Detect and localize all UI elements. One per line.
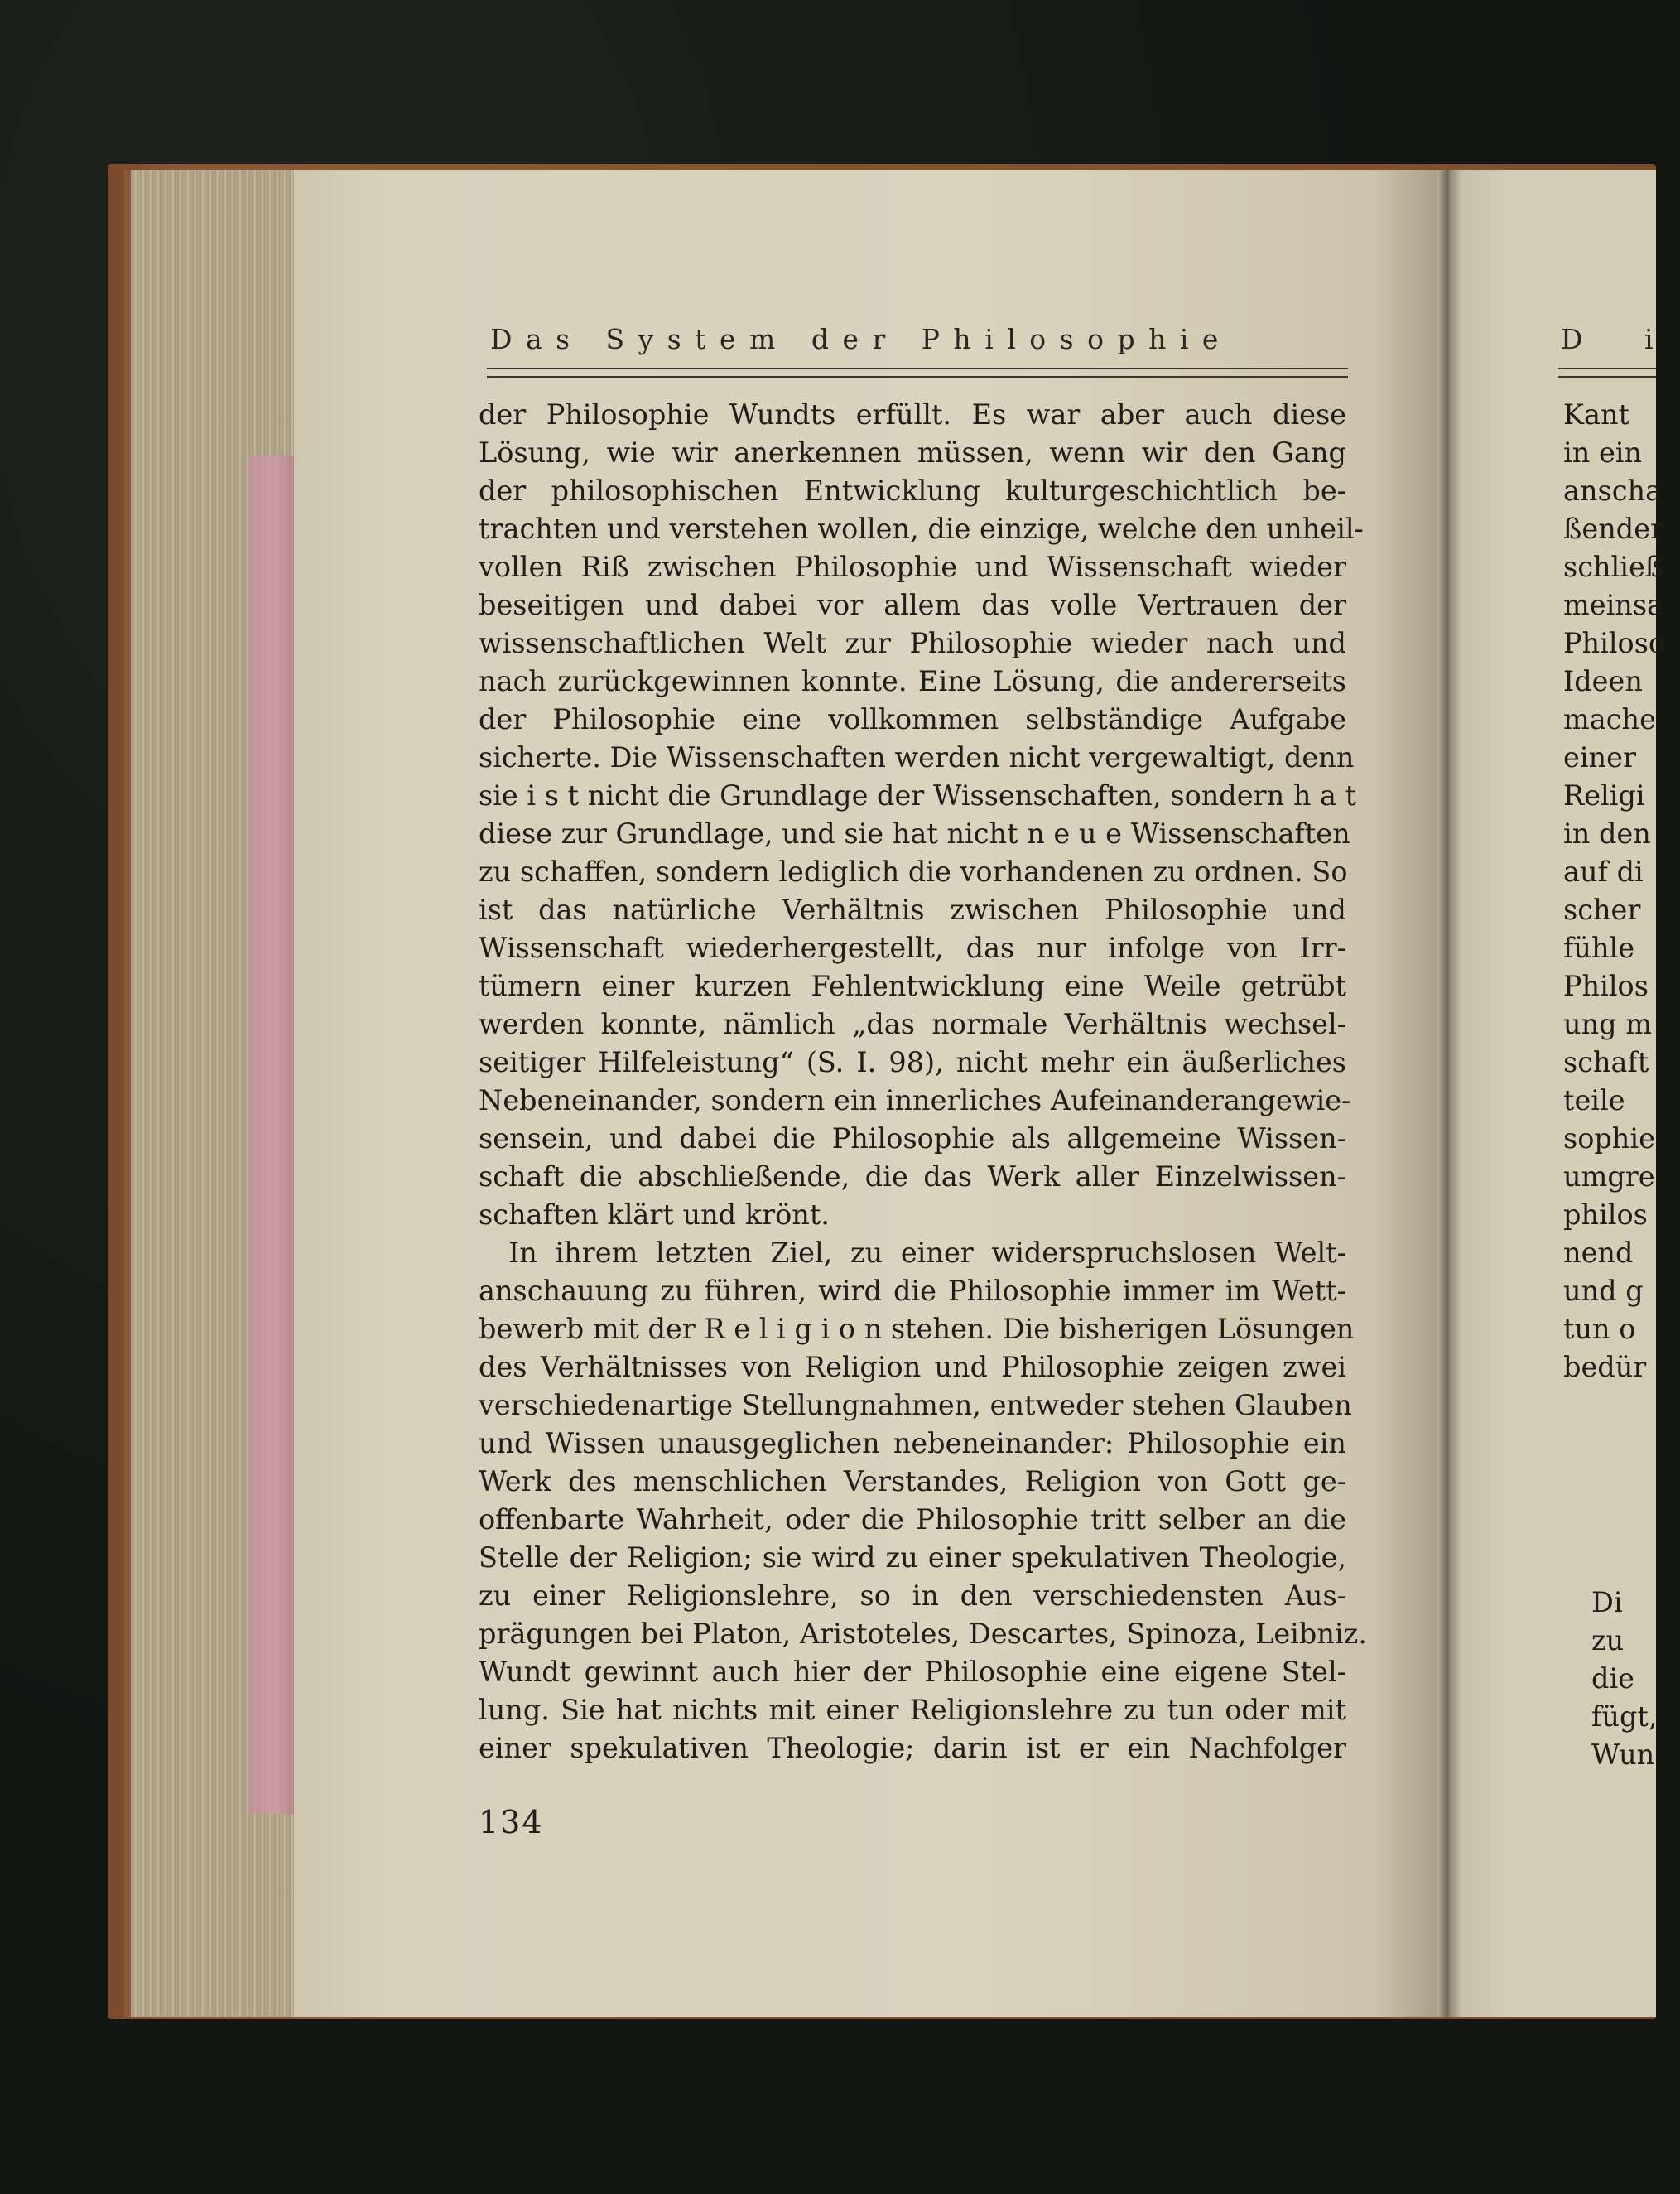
text-line: auf di bbox=[1563, 856, 1644, 888]
text-line: nend bbox=[1563, 1237, 1634, 1269]
text-line: und Wissen unausgeglichen nebeneinander: Philosophie ein bbox=[479, 1427, 1346, 1459]
text-line: Nebeneinander, sondern ein innerliches Aufeinanderangewie- bbox=[479, 1084, 1351, 1116]
text-line: Werk des menschlichen Verstandes, Religion von Gott ge- bbox=[479, 1465, 1346, 1497]
text-line: Lösung, wie wir anerkennen müssen, wenn wir den Gang bbox=[479, 436, 1346, 469]
text-line: ung m bbox=[1563, 1008, 1653, 1040]
text-line: In ihrem letzten Ziel, zu einer widerspruchslosen Welt- bbox=[508, 1237, 1346, 1269]
text-line: anschauung zu führen, wird die Philosophie immer im Wett- bbox=[479, 1275, 1346, 1307]
page-body-text bbox=[479, 396, 1367, 1767]
text-line: des Verhältnisses von Religion und Philosophie zeigen zwei bbox=[479, 1351, 1346, 1383]
text-line: offenbarte Wahrheit, oder die Philosophie tritt selber an die bbox=[479, 1503, 1346, 1536]
text-line: umgre bbox=[1563, 1160, 1655, 1193]
text-line: Wun bbox=[1591, 1738, 1655, 1771]
text-line: verschiedenartige Stellungnahmen, entweder stehen Glauben bbox=[479, 1389, 1352, 1421]
text-line: sie i s t nicht die Grundlage der Wissenschaften, sondern h a t bbox=[479, 779, 1357, 812]
text-line: lung. Sie hat nichts mit einer Religionslehre zu tun oder mit bbox=[479, 1694, 1346, 1726]
text-line: schließ bbox=[1563, 551, 1664, 583]
text-line: Philoso bbox=[1563, 627, 1666, 659]
text-line: fühle bbox=[1563, 932, 1635, 964]
text-line: nach zurückgewinnen konnte. Eine Lösung, die andererseits bbox=[479, 665, 1346, 697]
text-line: sicherte. Die Wissenschaften werden nicht vergewaltigt, denn bbox=[479, 741, 1355, 774]
text-line: teile bbox=[1563, 1084, 1625, 1116]
text-line: Ideen bbox=[1563, 665, 1643, 697]
text-line: der Philosophie Wundts erfüllt. Es war aber auch diese bbox=[479, 398, 1346, 431]
text-line: in den bbox=[1563, 817, 1651, 850]
text-line: der Philosophie eine vollkommen selbständige Aufgabe bbox=[479, 703, 1346, 735]
text-line: Kant bbox=[1563, 398, 1630, 431]
text-line: tümern einer kurzen Fehlentwicklung eine Weile getrübt bbox=[479, 970, 1346, 1002]
right-page-lower-text bbox=[1591, 1584, 1656, 1774]
text-line: ist das natürliche Verhältnis zwischen Philosophie und bbox=[479, 894, 1346, 926]
text-line: meinsa bbox=[1563, 589, 1664, 621]
text-line: einer bbox=[1563, 741, 1636, 774]
page-number: 134 bbox=[479, 1804, 544, 1840]
text-line: fügt, bbox=[1591, 1700, 1658, 1733]
right-page-text bbox=[1563, 396, 1666, 1386]
right-running-head-rule bbox=[1558, 368, 1656, 378]
text-line: schaft die abschließende, die das Werk aller Einzelwissen- bbox=[479, 1160, 1346, 1193]
text-line: Wundt gewinnt auch hier der Philosophie eine eigene Stel- bbox=[479, 1656, 1346, 1688]
text-line: sophie bbox=[1563, 1122, 1655, 1155]
text-line: zu einer Religionslehre, so in den verschiedensten Aus- bbox=[479, 1579, 1346, 1612]
running-head-rule bbox=[487, 368, 1348, 378]
right-running-head: D i bbox=[1561, 323, 1680, 355]
text-line: Stelle der Religion; sie wird zu einer spekulativen Theologie, bbox=[479, 1541, 1346, 1574]
text-line: trachten und verstehen wollen, die einzige, welche den unheil- bbox=[479, 513, 1364, 545]
text-line: anscha bbox=[1563, 475, 1663, 507]
text-line: philos bbox=[1563, 1198, 1648, 1231]
text-line: der philosophischen Entwicklung kulturgeschichtlich be- bbox=[479, 475, 1346, 507]
text-line: prägungen bei Platon, Aristoteles, Descartes, Spinoza, Leibniz. bbox=[479, 1618, 1367, 1650]
text-line: Di bbox=[1591, 1586, 1623, 1618]
text-line: bedür bbox=[1563, 1351, 1647, 1383]
text-line: zu bbox=[1591, 1624, 1625, 1656]
text-line: sensein, und dabei die Philosophie als allgemeine Wissen- bbox=[479, 1122, 1346, 1155]
text-line: schaften klärt und krönt. bbox=[479, 1198, 830, 1231]
text-line: Wissenschaft wiederhergestellt, das nur infolge von Irr- bbox=[479, 932, 1346, 964]
text-line: ßender bbox=[1563, 513, 1664, 545]
page-edges-tint bbox=[248, 456, 294, 1814]
text-line: beseitigen und dabei vor allem das volle Vertrauen der bbox=[479, 589, 1346, 621]
text-line: werden konnte, nämlich „das normale Verhältnis wechsel- bbox=[479, 1008, 1346, 1040]
text-line: schaft bbox=[1563, 1046, 1649, 1078]
text-line: tun o bbox=[1563, 1313, 1636, 1345]
text-line: diese zur Grundlage, und sie hat nicht n e u e Wissenschaften bbox=[479, 817, 1350, 850]
text-line: bewerb mit der R e l i g i o n stehen. Die bisherigen Lösungen bbox=[479, 1313, 1355, 1345]
text-line: scher bbox=[1563, 894, 1641, 926]
text-line: vollen Riß zwischen Philosophie und Wissenschaft wieder bbox=[479, 551, 1346, 583]
text-line: Religi bbox=[1563, 779, 1645, 812]
text-line: Philos bbox=[1563, 970, 1649, 1002]
running-head: Das System der Philosophie bbox=[490, 323, 1232, 355]
text-line: seitiger Hilfeleistung“ (S. I. 98), nicht mehr ein äußerliches bbox=[479, 1046, 1346, 1078]
text-line: und g bbox=[1563, 1275, 1644, 1307]
text-line: in ein bbox=[1563, 436, 1643, 469]
text-line: zu schaffen, sondern lediglich die vorhandenen zu ordnen. So bbox=[479, 856, 1348, 888]
text-line: mache bbox=[1563, 703, 1656, 735]
text-line: die bbox=[1591, 1662, 1634, 1695]
text-line: einer spekulativen Theologie; darin ist er ein Nachfolger bbox=[479, 1732, 1346, 1764]
text-line: wissenschaftlichen Welt zur Philosophie wieder nach und bbox=[479, 627, 1346, 659]
